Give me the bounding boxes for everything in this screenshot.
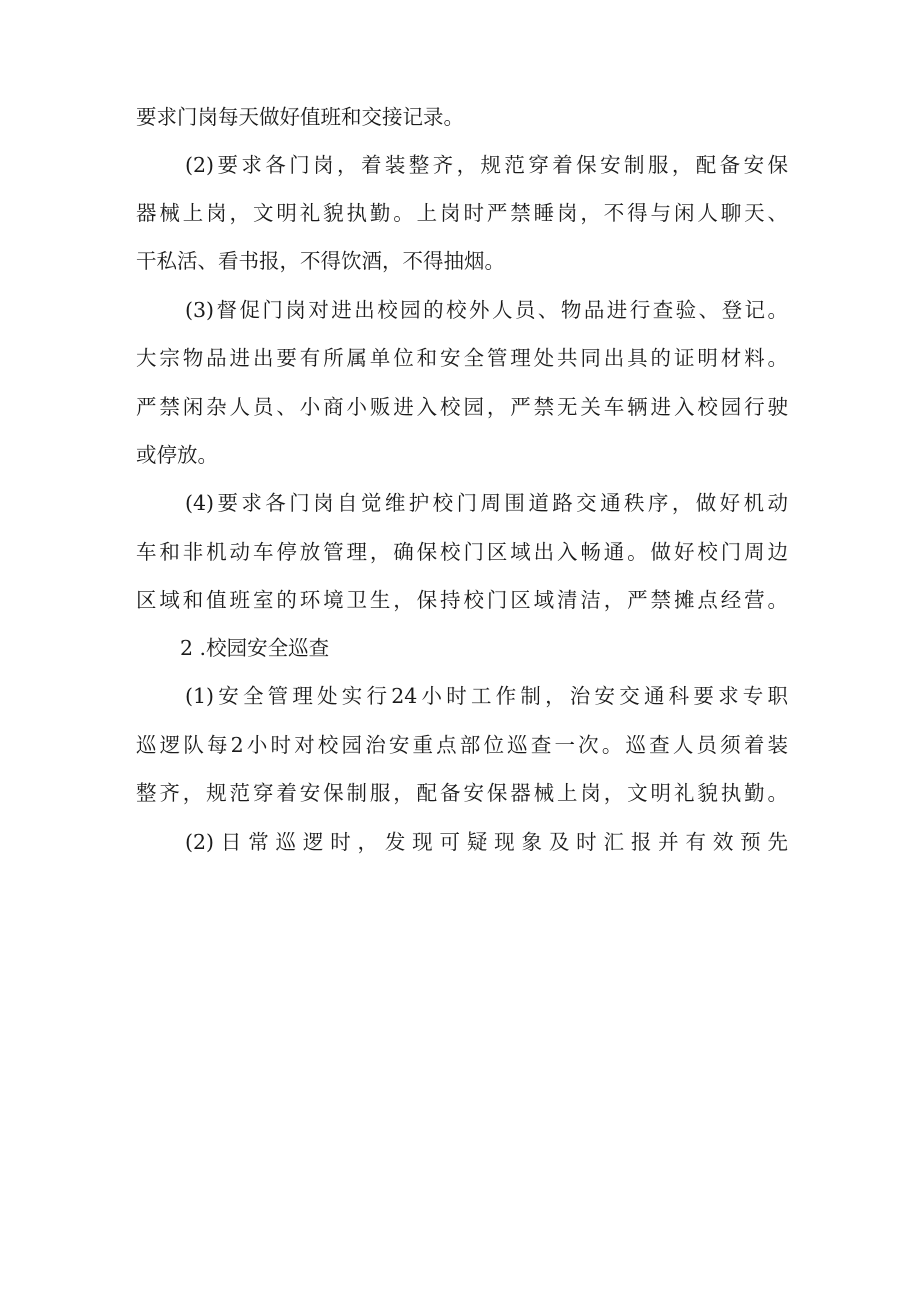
paragraph-line: 大宗物品进出要有所属单位和安全管理处共同出具的证明材料。 xyxy=(136,346,788,370)
paragraph-line: (3)督促门岗对进出校园的校外人员、物品进行查验、登记。 xyxy=(185,298,788,322)
section-heading: 2 .校园安全巡查 xyxy=(180,636,330,660)
paragraph-line: 整齐，规范穿着安保制服，配备安保器械上岗，文明礼貌执勤。 xyxy=(136,781,788,805)
paragraph-line: 区域和值班室的环境卫生，保持校门区域清洁，严禁摊点经营。 xyxy=(136,588,788,612)
paragraph-line: 干私活、看书报，不得饮酒，不得抽烟。 xyxy=(136,249,505,273)
paragraph-line: (2)要求各门岗，着装整齐，规范穿着保安制服，配备安保 xyxy=(185,153,788,177)
paragraph-line: 器械上岗，文明礼貌执勤。上岗时严禁睡岗，不得与闲人聊天、 xyxy=(136,201,788,225)
paragraph-line: 要求门岗每天做好值班和交接记录。 xyxy=(136,105,464,129)
paragraph-line: 巡逻队每2小时对校园治安重点部位巡查一次。巡查人员须着装 xyxy=(136,733,788,757)
paragraph-line: 或停放。 xyxy=(136,443,218,467)
paragraph-line: (1)安全管理处实行24小时工作制，治安交通科要求专职 xyxy=(185,684,788,708)
paragraph-line: (4)要求各门岗自觉维护校门周围道路交通秩序，做好机动 xyxy=(185,491,788,515)
paragraph-line: 严禁闲杂人员、小商小贩进入校园，严禁无关车辆进入校园行驶 xyxy=(136,395,788,419)
paragraph-line: 车和非机动车停放管理，确保校门区域出入畅通。做好校门周边 xyxy=(136,540,788,564)
paragraph-line: (2)日常巡逻时，发现可疑现象及时汇报并有效预先 xyxy=(185,830,788,854)
